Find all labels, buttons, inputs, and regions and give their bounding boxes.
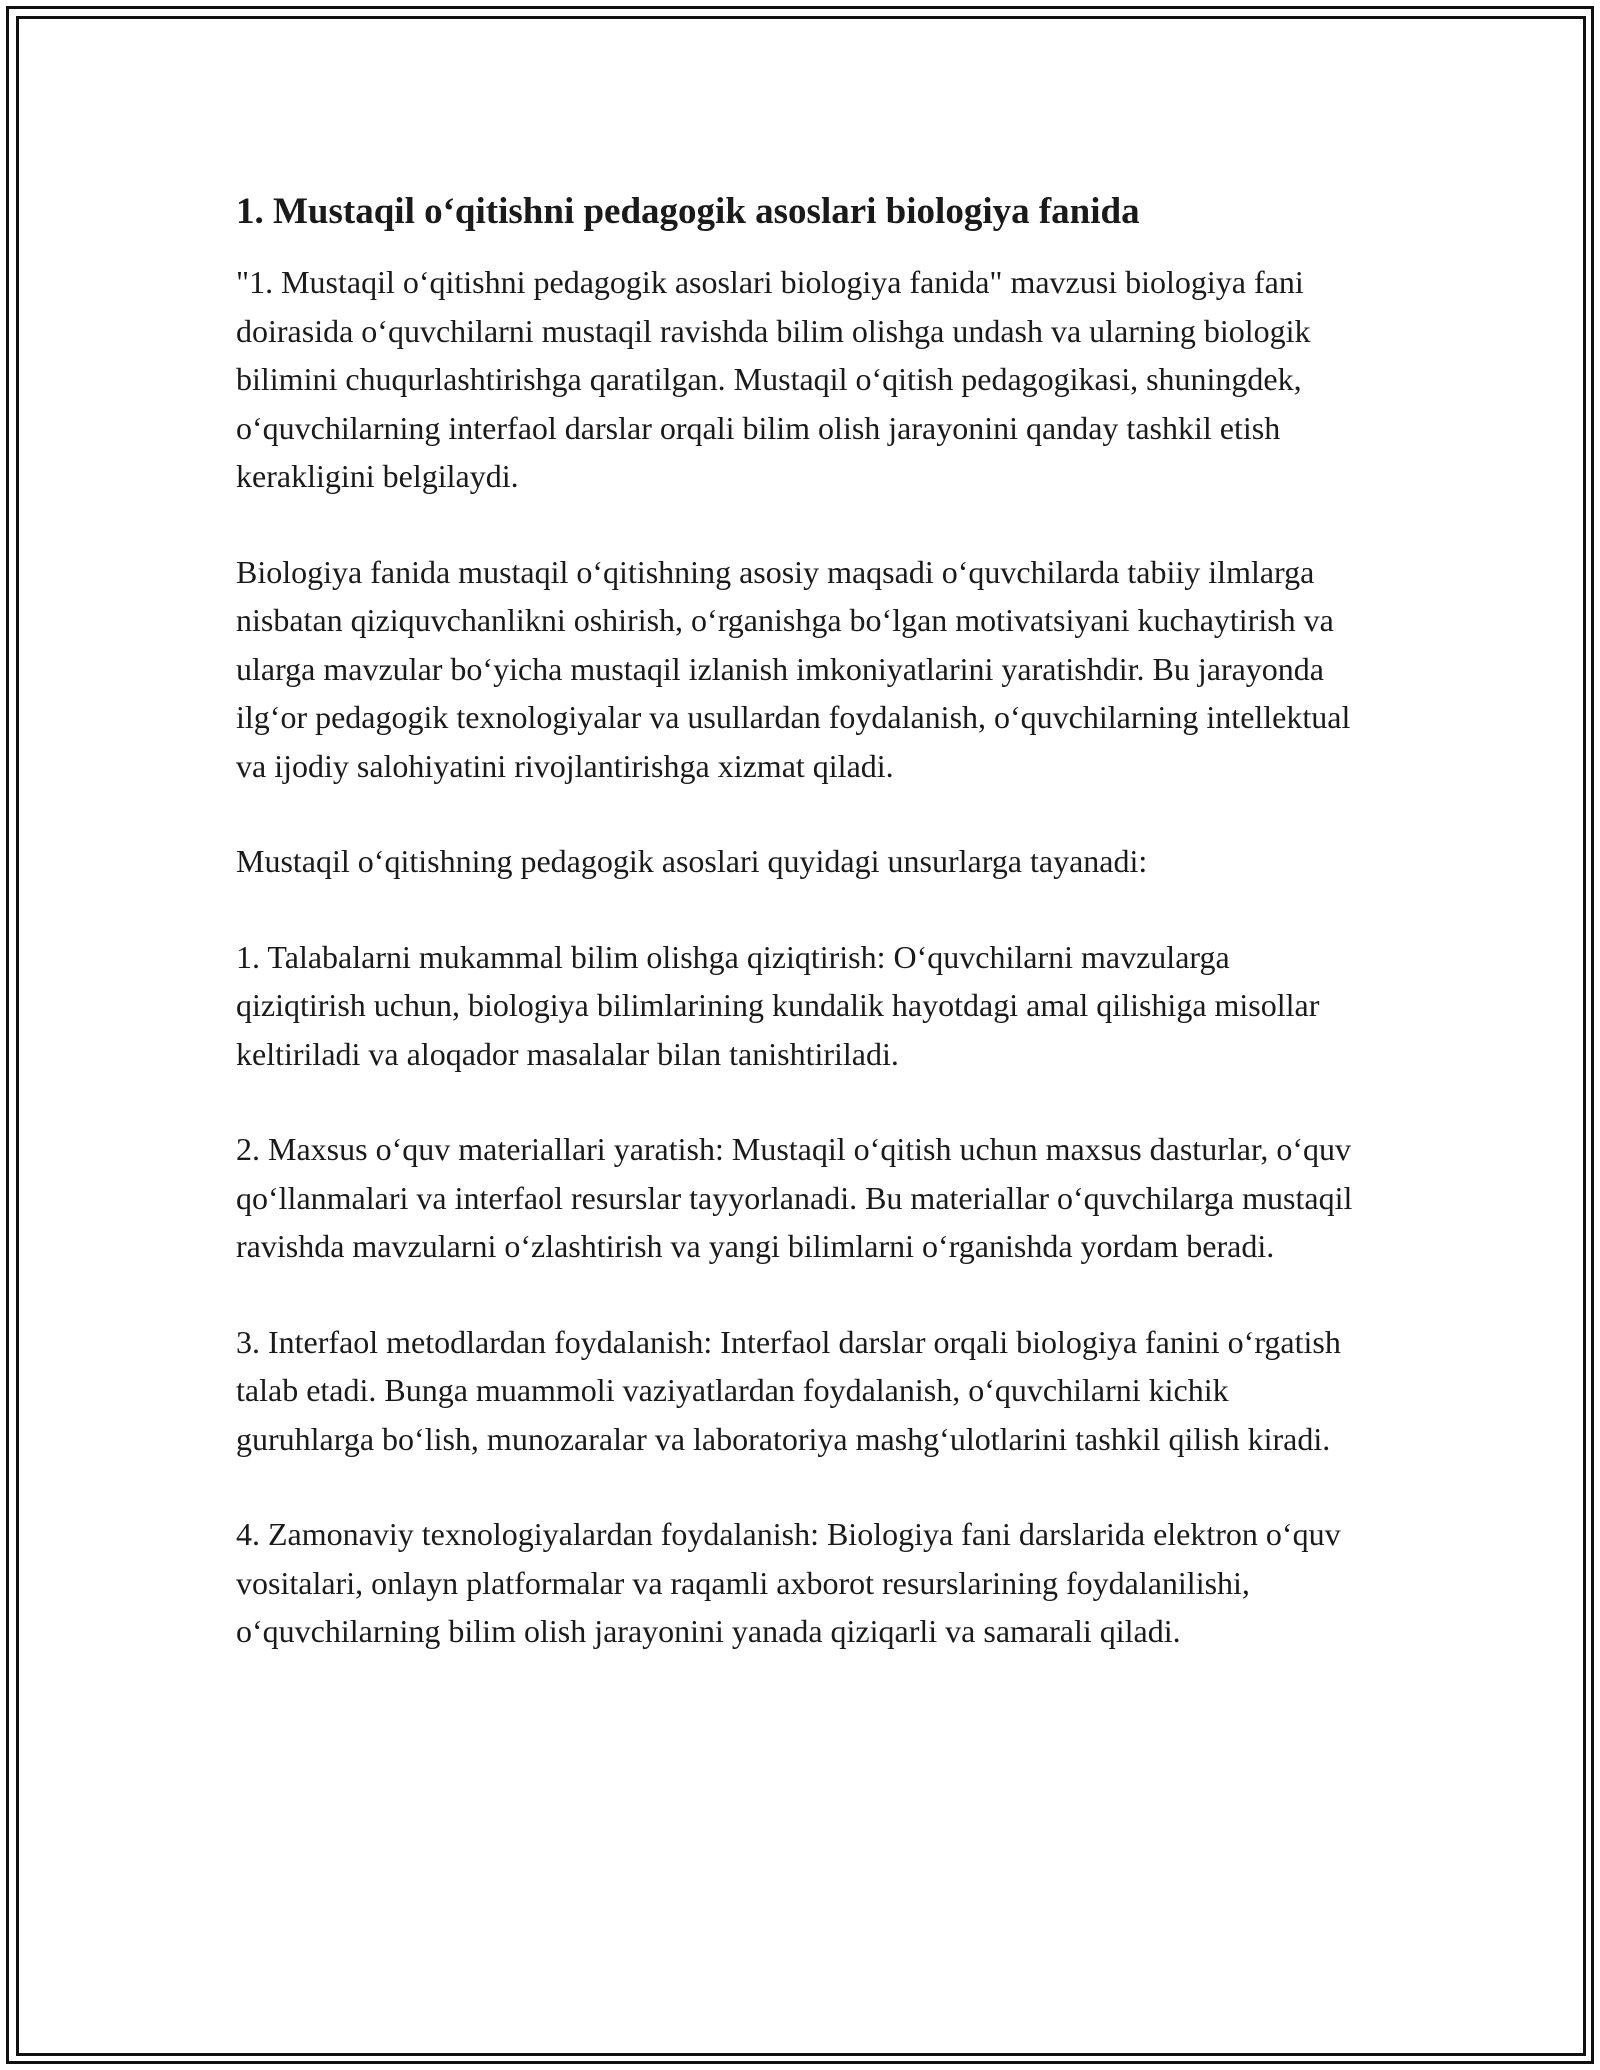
paragraph-list-intro: Mustaqil o‘qitishning pedagogik asoslari quyidagi unsurlarga tayanadi: xyxy=(236,843,1148,879)
paragraph-goal: Biologiya fanida mustaqil o‘qitishning asosiy maqsadi o‘quvchilarda tabiiy ilmlarga nisbatan qiziquvchanlikni oshirish, o‘rganishga bo‘lgan motivatsiyani kuchaytirish va ularga mavzular bo‘yicha mustaqil izlanish imkoniyatlarini yaratishdir. Bu jarayonda ilg‘or pedagogik texnologiyalar va usullardan foydalanish, o‘quvchilarning intellektual va ijodiy salohiyatini rivojlantirishga xizmat qiladi. xyxy=(236,553,1351,784)
paragraph-intro: "1. Mustaqil o‘qitishni pedagogik asoslari biologiya fanida" mavzusi biologiya fani doirasida o‘quvchilarni mustaqil ravishda bilim olishga undash va ularning biologik bilimini chuqurlashtirishga qaratilgan. Mustaqil o‘qitish pedagogikasi, shuningdek, o‘quvchilarning interfaol darslar orqali bilim olish jarayonini qanday tashkil etish kerakligini belgilaydi. xyxy=(236,264,1311,494)
list-item-4: 4. Zamonaviy texnologiyalardan foydalanish: Biologiya fani darslarida elektron o‘quv vositalari, onlayn platformalar va raqamli axborot resurslarining foydalanilishi, o‘quvchilarning bilim olish jarayonini yanada qiziqarli va samarali qiladi. xyxy=(236,1516,1341,1649)
list-item-1: 1. Talabalarni mukammal bilim olishga qiziqtirish: O‘quvchilarni mavzularga qiziqtirish uchun, biologiya bilimlarining kundalik hayotdagi amal qilishiga misollar keltiriladi va aloqador masalalar bilan tanishtiriladi. xyxy=(236,938,1320,1072)
list-item-2: 2. Maxsus o‘quv materiallari yaratish: Mustaqil o‘qitish uchun maxsus dasturlar, o‘quv qo‘llanmalari va interfaol resurslar tayyorlanadi. Bu materiallar o‘quvchilarga mustaqil ravishda mavzularni o‘zlashtirish va yangi bilimlarni o‘rganishda yordam beradi. xyxy=(236,1131,1353,1264)
document-body xyxy=(236,188,1366,1703)
page-title: 1. Mustaqil o‘qitishni pedagogik asoslari biologiya fanida xyxy=(236,191,1140,232)
list-item-3: 3. Interfaol metodlardan foydalanish: Interfaol darslar orqali biologiya fanini o‘rgatish talab etadi. Bunga muammoli vaziyatlardan foydalanish, o‘quvchilarni kichik guruhlarga bo‘lish, munozaralar va laboratoriya mashg‘ulotlarini tashkil qilish kiradi. xyxy=(236,1323,1341,1457)
